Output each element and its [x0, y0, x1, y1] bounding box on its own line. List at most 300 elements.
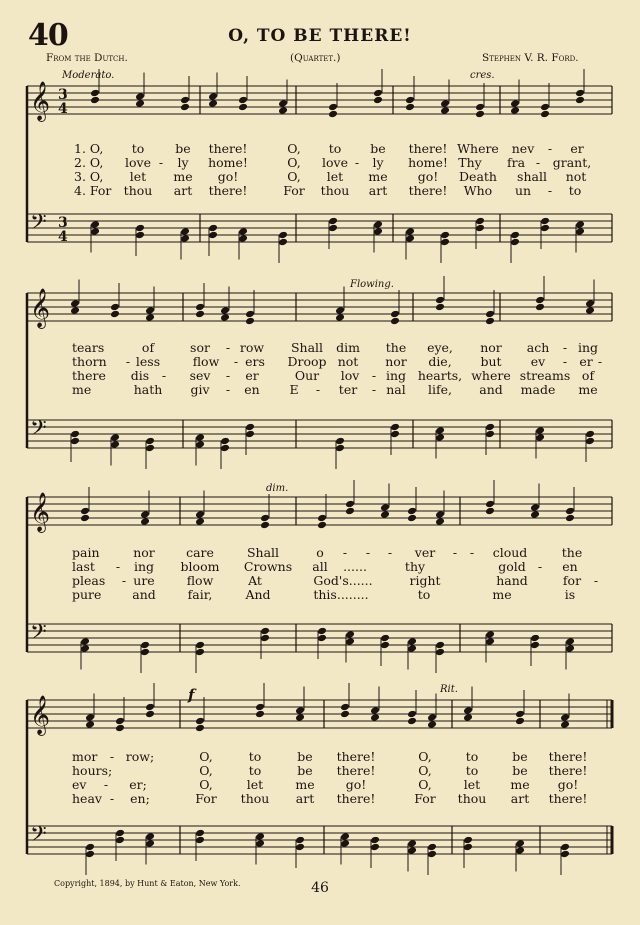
- note-head: [295, 843, 305, 852]
- note-head: [328, 110, 338, 119]
- lyric-syllable: there!: [548, 749, 588, 764]
- note-head: [80, 514, 90, 523]
- lyric-syllable: -: [371, 382, 377, 397]
- note-head: [407, 717, 417, 726]
- note-head: [530, 634, 540, 643]
- verse-line: [0, 382, 640, 398]
- note-head: [328, 103, 338, 112]
- lyric-syllable: not: [565, 169, 587, 184]
- ritardando-marking: Rit.: [440, 684, 458, 695]
- note-head: [405, 227, 415, 236]
- lyric-syllable: -: [354, 155, 360, 170]
- note-head: [195, 717, 205, 726]
- lyric-syllable: ing: [133, 559, 155, 574]
- note-head: [390, 317, 400, 326]
- lyric-syllable: flow: [186, 573, 214, 588]
- lyric-syllable: art: [368, 183, 388, 198]
- note-head: [140, 510, 150, 519]
- note-head: [110, 303, 120, 312]
- lyric-syllable: sor: [190, 340, 210, 355]
- lyric-syllable: -: [161, 368, 167, 383]
- copyright-notice: Copyright, 1894, by Hunt & Eaton, New York.: [54, 879, 241, 888]
- lyric-syllable: -: [371, 368, 377, 383]
- lyric-syllable: there: [72, 368, 106, 383]
- note-head: [540, 110, 550, 119]
- lyric-syllable: hearts,: [417, 368, 463, 383]
- lyric-syllable: me: [510, 777, 530, 792]
- note-head: [85, 720, 95, 729]
- note-head: [317, 514, 327, 523]
- lyric-syllable: fair,: [187, 587, 213, 602]
- lyric-syllable: -: [547, 183, 553, 198]
- note-head: [180, 103, 190, 112]
- lyric-syllable: -: [452, 545, 458, 560]
- lyric-syllable: ev: [72, 777, 87, 792]
- lyric-syllable: there!: [336, 749, 376, 764]
- note-head: [317, 521, 327, 530]
- lyric-syllable: there!: [208, 183, 248, 198]
- lyric-syllable: to: [465, 749, 479, 764]
- note-head: [295, 706, 305, 715]
- note-head: [485, 507, 495, 516]
- note-head: [115, 836, 125, 845]
- lyric-syllable: -: [562, 340, 568, 355]
- note-head: [370, 836, 380, 845]
- lyric-syllable: pleas: [72, 573, 106, 588]
- lyric-syllable: cloud: [492, 545, 528, 560]
- note-head: [238, 96, 248, 105]
- lyric-syllable: thorn: [72, 354, 107, 369]
- tempo-marking: Moderato.: [62, 70, 115, 81]
- note-head: [435, 510, 445, 519]
- note-head: [540, 217, 550, 226]
- lyric-syllable: shall: [517, 169, 547, 184]
- lyric-syllable: At: [248, 573, 262, 588]
- note-head: [435, 641, 445, 650]
- lyric-syllable: 4. For: [74, 183, 112, 198]
- note-head: [540, 103, 550, 112]
- lyric-syllable: life,: [428, 382, 452, 397]
- lyric-syllable: E: [289, 382, 299, 397]
- lyric-syllable: O,: [418, 749, 432, 764]
- note-head: [140, 648, 150, 657]
- note-head: [515, 846, 525, 855]
- note-head: [70, 299, 80, 308]
- note-head: [195, 641, 205, 650]
- note-head: [515, 717, 525, 726]
- lyric-syllable: art: [173, 183, 193, 198]
- lyric-syllable: home!: [208, 155, 248, 170]
- lyric-syllable: Who: [463, 183, 493, 198]
- lyric-syllable: be: [512, 763, 528, 778]
- note-head: [427, 713, 437, 722]
- lyric-syllable: -: [158, 155, 164, 170]
- lyric-syllable: to: [417, 587, 431, 602]
- lyric-syllable: nev: [511, 141, 535, 156]
- note-head: [255, 710, 265, 719]
- lyric-syllable: go!: [417, 169, 439, 184]
- crescendo-marking: cres.: [470, 70, 495, 81]
- lyric-syllable: to: [328, 141, 342, 156]
- note-head: [145, 703, 155, 712]
- page-number: 40: [28, 18, 68, 53]
- note-head: [380, 510, 390, 519]
- note-head: [238, 227, 248, 236]
- lyric-syllable: -: [562, 354, 568, 369]
- source-credit: From the Dutch.: [46, 52, 128, 64]
- lyric-syllable: ly: [372, 155, 384, 170]
- note-head: [435, 296, 445, 305]
- lyric-syllable: ter: [338, 382, 358, 397]
- lyric-syllable: of: [581, 368, 595, 383]
- lyric-syllable: -: [315, 382, 321, 397]
- note-head: [195, 724, 205, 733]
- lyric-syllable: Shall: [290, 340, 324, 355]
- lyric-syllable: -: [121, 573, 127, 588]
- lyric-syllable: to: [131, 141, 145, 156]
- lyric-syllable: heav: [72, 791, 102, 806]
- note-head: [485, 430, 495, 439]
- lyric-syllable: be: [297, 749, 313, 764]
- note-head: [575, 89, 585, 98]
- note-head: [407, 846, 417, 855]
- lyric-syllable: me: [578, 382, 598, 397]
- note-head: [530, 503, 540, 512]
- lyric-syllable: -: [233, 354, 239, 369]
- note-head: [345, 637, 355, 646]
- lyric-syllable: en;: [130, 791, 150, 806]
- note-head: [195, 829, 205, 838]
- forte-marking: f: [188, 686, 195, 704]
- lyric-syllable: Death: [459, 169, 497, 184]
- note-head: [370, 843, 380, 852]
- lyric-syllable: row;: [125, 749, 155, 764]
- lyric-syllable: -: [387, 545, 393, 560]
- lyric-syllable: ......: [343, 559, 367, 574]
- note-head: [345, 630, 355, 639]
- lyric-syllable: -: [225, 382, 231, 397]
- note-head: [463, 713, 473, 722]
- lyric-syllable: Shall: [246, 545, 280, 560]
- note-head: [85, 713, 95, 722]
- note-head: [485, 637, 495, 646]
- lyric-syllable: go!: [557, 777, 579, 792]
- note-head: [435, 303, 445, 312]
- note-head: [515, 839, 525, 848]
- note-head: [373, 96, 383, 105]
- lyric-syllable: 1. O,: [74, 141, 104, 156]
- note-head: [405, 234, 415, 243]
- lyric-syllable: me: [295, 777, 315, 792]
- note-head: [427, 850, 437, 859]
- lyric-syllable: -: [597, 354, 603, 369]
- lyric-syllable: 3. O,: [74, 169, 104, 184]
- lyric-syllable: pain: [72, 545, 100, 560]
- note-head: [485, 630, 495, 639]
- lyric-syllable: for: [562, 573, 582, 588]
- note-head: [255, 839, 265, 848]
- lyric-syllable: O,: [287, 141, 301, 156]
- note-head: [475, 103, 485, 112]
- note-head: [260, 634, 270, 643]
- note-head: [195, 510, 205, 519]
- note-head: [180, 234, 190, 243]
- time-signature-bottom: 4: [58, 101, 68, 117]
- lyric-syllable: die,: [428, 354, 452, 369]
- note-head: [560, 713, 570, 722]
- note-head: [295, 713, 305, 722]
- hymn-title: O, TO BE THERE!: [228, 26, 412, 46]
- lyric-syllable: and: [132, 587, 156, 602]
- lyric-syllable: ure: [133, 573, 155, 588]
- note-head: [115, 724, 125, 733]
- note-head: [195, 836, 205, 845]
- note-head: [278, 231, 288, 240]
- lyric-syllable: all: [312, 559, 328, 574]
- time-signature-top: 3: [58, 215, 68, 231]
- note-head: [565, 644, 575, 653]
- note-head: [335, 444, 345, 453]
- lyric-syllable: -: [593, 573, 599, 588]
- lyric-syllable: -: [365, 545, 371, 560]
- note-head: [575, 227, 585, 236]
- lyric-syllable: thy: [404, 559, 426, 574]
- note-head: [565, 637, 575, 646]
- note-head: [585, 437, 595, 446]
- lyric-syllable: me: [368, 169, 388, 184]
- note-head: [380, 503, 390, 512]
- lyric-syllable: -: [469, 545, 475, 560]
- note-head: [115, 717, 125, 726]
- lyric-syllable: made: [520, 382, 556, 397]
- note-head: [585, 430, 595, 439]
- lyric-syllable: Droop: [287, 354, 327, 369]
- note-head: [295, 836, 305, 845]
- lyric-syllable: home!: [408, 155, 448, 170]
- lyric-syllable: of: [141, 340, 155, 355]
- lyric-syllable: to: [248, 749, 262, 764]
- note-head: [245, 317, 255, 326]
- treble-clef-icon: 𝄞: [30, 81, 51, 121]
- note-head: [220, 306, 230, 315]
- note-head: [195, 303, 205, 312]
- lyric-syllable: thou: [320, 183, 350, 198]
- lyric-syllable: giv: [190, 382, 210, 397]
- note-head: [70, 306, 80, 315]
- treble-clef-icon: 𝄞: [30, 492, 51, 532]
- bass-clef-icon: 𝄢: [30, 416, 47, 446]
- note-head: [110, 433, 120, 442]
- footer-page-number: 46: [311, 880, 329, 896]
- verse-line: [0, 587, 640, 603]
- note-head: [220, 313, 230, 322]
- lyric-syllable: O,: [199, 749, 213, 764]
- lyric-syllable: pure: [72, 587, 102, 602]
- note-head: [405, 103, 415, 112]
- note-head: [475, 217, 485, 226]
- lyric-syllable: en: [562, 559, 578, 574]
- note-head: [317, 634, 327, 643]
- diminuendo-marking: dim.: [266, 483, 289, 494]
- note-head: [335, 313, 345, 322]
- note-head: [245, 423, 255, 432]
- lyric-syllable: -: [109, 749, 115, 764]
- lyric-syllable: the: [561, 545, 583, 560]
- note-head: [585, 299, 595, 308]
- note-head: [135, 92, 145, 101]
- lyric-syllable: en: [244, 382, 260, 397]
- note-head: [145, 437, 155, 446]
- note-head: [475, 110, 485, 119]
- lyric-syllable: there!: [548, 763, 588, 778]
- lyric-syllable: thou: [240, 791, 270, 806]
- note-head: [440, 99, 450, 108]
- note-head: [475, 224, 485, 233]
- note-head: [245, 430, 255, 439]
- lyric-syllable: the: [385, 340, 407, 355]
- lyric-syllable: to: [248, 763, 262, 778]
- note-head: [535, 426, 545, 435]
- note-head: [340, 832, 350, 841]
- lyric-syllable: me: [72, 382, 92, 397]
- lyric-syllable: bloom: [180, 559, 220, 574]
- note-head: [485, 317, 495, 326]
- note-head: [535, 303, 545, 312]
- lyric-syllable: sev: [189, 368, 211, 383]
- lyric-syllable: there!: [408, 183, 448, 198]
- note-head: [208, 92, 218, 101]
- note-head: [335, 437, 345, 446]
- note-head: [260, 514, 270, 523]
- lyric-syllable: me: [173, 169, 193, 184]
- lyric-syllable: row: [239, 340, 265, 355]
- lyric-syllable: ly: [177, 155, 189, 170]
- lyric-syllable: O,: [287, 155, 301, 170]
- note-head: [90, 220, 100, 229]
- lyric-syllable: art: [295, 791, 315, 806]
- note-head: [535, 296, 545, 305]
- lyric-syllable: ev: [530, 354, 546, 369]
- lyric-syllable: -: [115, 559, 121, 574]
- treble-clef-icon: 𝄞: [30, 695, 51, 735]
- note-head: [373, 89, 383, 98]
- lyric-syllable: Where: [457, 141, 499, 156]
- lyric-syllable: 2. O,: [74, 155, 104, 170]
- lyric-syllable: un: [514, 183, 532, 198]
- lyric-syllable: care: [186, 545, 214, 560]
- lyric-syllable: dim: [336, 340, 360, 355]
- note-head: [145, 313, 155, 322]
- note-head: [515, 710, 525, 719]
- note-head: [278, 238, 288, 247]
- lyric-syllable: ers: [245, 354, 265, 369]
- lyric-syllable: ver: [414, 545, 436, 560]
- note-head: [328, 217, 338, 226]
- lyric-syllable: art: [510, 791, 530, 806]
- lyric-syllable: there!: [208, 141, 248, 156]
- note-head: [373, 227, 383, 236]
- arrangement-note: (Quartet.): [290, 52, 341, 64]
- lyric-syllable: is: [564, 587, 576, 602]
- note-head: [135, 99, 145, 108]
- note-head: [260, 627, 270, 636]
- note-head: [278, 99, 288, 108]
- lyric-syllable: -: [537, 559, 543, 574]
- note-head: [575, 96, 585, 105]
- note-head: [145, 710, 155, 719]
- note-head: [427, 843, 437, 852]
- note-head: [255, 703, 265, 712]
- lyric-syllable: let: [463, 777, 481, 792]
- note-head: [407, 507, 417, 516]
- note-head: [317, 627, 327, 636]
- note-head: [407, 710, 417, 719]
- note-head: [80, 637, 90, 646]
- note-head: [510, 99, 520, 108]
- note-head: [195, 310, 205, 319]
- lyric-syllable: God's......: [313, 573, 373, 588]
- note-head: [510, 231, 520, 240]
- note-head: [145, 839, 155, 848]
- note-head: [208, 99, 218, 108]
- note-head: [435, 426, 445, 435]
- note-head: [80, 507, 90, 516]
- note-head: [510, 238, 520, 247]
- lyric-syllable: hand: [496, 573, 528, 588]
- note-head: [328, 224, 338, 233]
- bass-clef-icon: 𝄢: [30, 210, 47, 240]
- note-head: [145, 306, 155, 315]
- note-head: [530, 641, 540, 650]
- lyric-syllable: there!: [336, 763, 376, 778]
- treble-clef-icon: 𝄞: [30, 288, 51, 328]
- note-head: [463, 843, 473, 852]
- lyric-syllable: nor: [385, 354, 407, 369]
- lyric-syllable: ach: [526, 340, 550, 355]
- note-head: [370, 706, 380, 715]
- note-head: [145, 444, 155, 453]
- lyric-syllable: flow: [192, 354, 220, 369]
- lyric-syllable: Our: [294, 368, 320, 383]
- note-head: [260, 521, 270, 530]
- lyric-syllable: where: [471, 368, 511, 383]
- note-head: [238, 103, 248, 112]
- note-head: [530, 510, 540, 519]
- note-head: [90, 227, 100, 236]
- lyric-syllable: mor: [72, 749, 98, 764]
- lyric-syllable: thou: [123, 183, 153, 198]
- note-head: [208, 224, 218, 233]
- bass-clef-icon: 𝄢: [30, 822, 47, 852]
- note-head: [80, 644, 90, 653]
- note-head: [135, 231, 145, 240]
- note-head: [427, 720, 437, 729]
- lyric-syllable: For: [195, 791, 217, 806]
- note-head: [278, 106, 288, 115]
- lyric-syllable: -: [535, 155, 541, 170]
- lyric-syllable: -: [225, 340, 231, 355]
- note-head: [407, 644, 417, 653]
- note-head: [565, 507, 575, 516]
- note-head: [335, 306, 345, 315]
- note-head: [345, 507, 355, 516]
- note-head: [440, 238, 450, 247]
- lyric-syllable: For: [283, 183, 305, 198]
- note-head: [390, 423, 400, 432]
- note-head: [195, 517, 205, 526]
- lyric-syllable: let: [326, 169, 344, 184]
- note-head: [560, 843, 570, 852]
